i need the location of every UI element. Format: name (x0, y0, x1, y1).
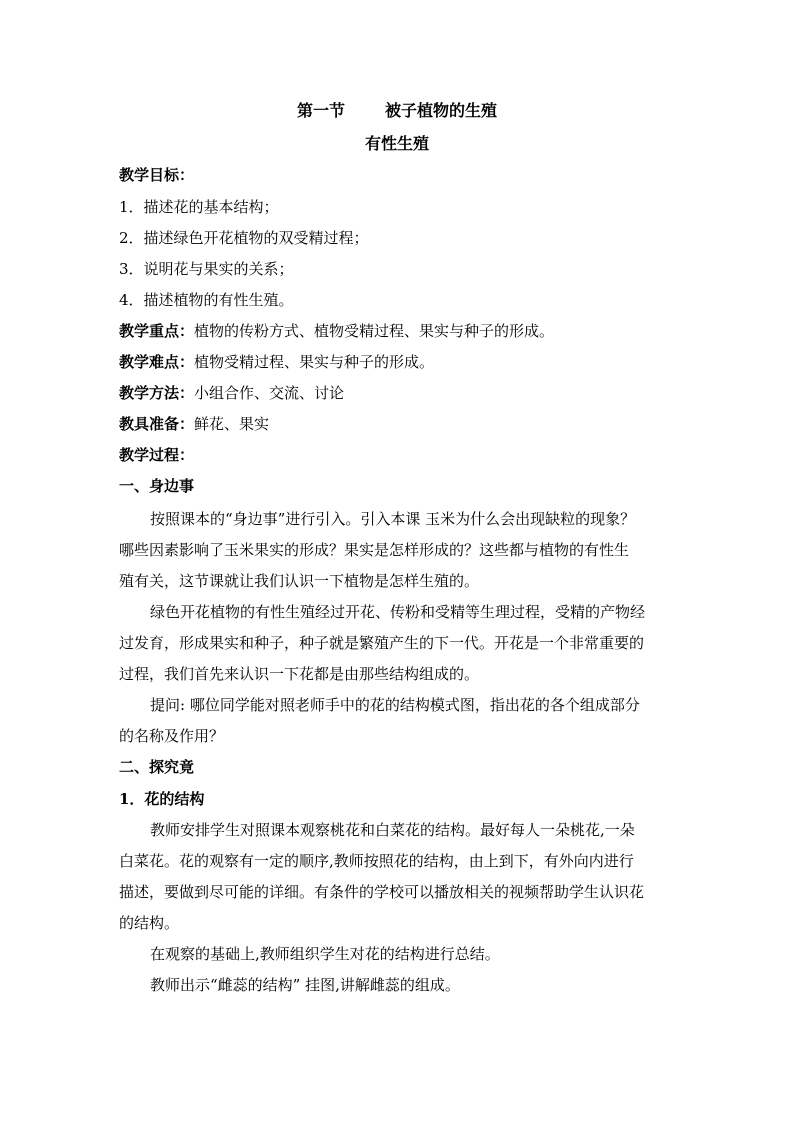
paragraph-line: 殖有关，这节课就让我们认识一下植物是怎样生殖的。 (119, 572, 480, 590)
paragraph-line: 教师安排学生对照课本观察桃花和白菜花的结构。最好每人一朵桃花,一朵 (150, 821, 635, 839)
materials (119, 414, 679, 434)
paragraph-line: 过发育，形成果实和种子，种子就是繁殖产生的下一代。开花是一个非常重要的 (119, 634, 645, 652)
objective-item: 1．描述花的基本结构； (119, 198, 279, 216)
paragraph-line: 的结构。 (119, 914, 180, 932)
section1-heading: 一、身边事 (119, 477, 195, 495)
paragraph-line: 描述，要做到尽可能的详细。有条件的学校可以播放相关的视频帮助学生认识花 (119, 883, 645, 901)
materials-text: 鲜花、果实 (194, 415, 270, 433)
methods-label: 教学方法： (119, 384, 195, 402)
paragraph-line: 过程，我们首先来认识一下花都是由那些结构组成的。 (119, 665, 480, 683)
section-name: 被子植物的生殖 (385, 101, 498, 120)
paragraph-line: 教师出示“雌蕊的结构” 挂图,讲解雌蕊的组成。 (150, 976, 460, 994)
paragraph-line: 在观察的基础上,教师组织学生对花的结构进行总结。 (150, 945, 500, 963)
difficulties-label: 教学难点： (119, 353, 195, 371)
section-number: 第一节 (296, 101, 345, 120)
section2-heading: 二、探究竟 (119, 758, 195, 776)
objective-item: 4．描述植物的有性生殖。 (119, 291, 294, 309)
section-title (0, 101, 794, 121)
methods-text: 小组合作、交流、讨论 (194, 384, 345, 402)
subsection-heading: 1．花的结构 (119, 790, 205, 808)
objective-item: 2．描述绿色开花植物的双受精过程； (119, 229, 369, 247)
objectives-heading: 教学目标： (119, 166, 195, 184)
materials-label: 教具准备： (119, 415, 195, 433)
paragraph-line: 哪些因素影响了玉米果实的形成？果实是怎样形成的？这些都与植物的有性生 (119, 541, 630, 559)
methods (119, 383, 679, 403)
process-heading: 教学过程： (119, 446, 195, 464)
section-subtitle: 有性生殖 (364, 134, 429, 153)
difficulties-text: 植物受精过程、果实与种子的形成。 (194, 353, 435, 371)
key-points-label: 教学重点： (119, 322, 195, 340)
key-points-text: 植物的传粉方式、植物受精过程、果实与种子的形成。 (194, 322, 555, 340)
difficulties (119, 352, 679, 372)
paragraph-line: 绿色开花植物的有性生殖经过开花、传粉和受精等生理过程，受精的产物经 (150, 603, 646, 621)
paragraph-line: 白菜花。花的观察有一定的顺序,教师按照花的结构，由上到下，有外向内进行 (119, 852, 634, 870)
paragraph-line: 按照课本的“身边事”进行引入。引入本课 玉米为什么会出现缺粒的现象？ (150, 510, 636, 528)
paragraph-line: 的名称及作用？ (119, 727, 225, 745)
objective-item: 3．说明花与果实的关系； (119, 260, 294, 278)
key-points (119, 321, 679, 341)
paragraph-line: 提问: 哪位同学能对照老师手中的花的结构模式图，指出花的各个组成部分 (150, 696, 640, 714)
